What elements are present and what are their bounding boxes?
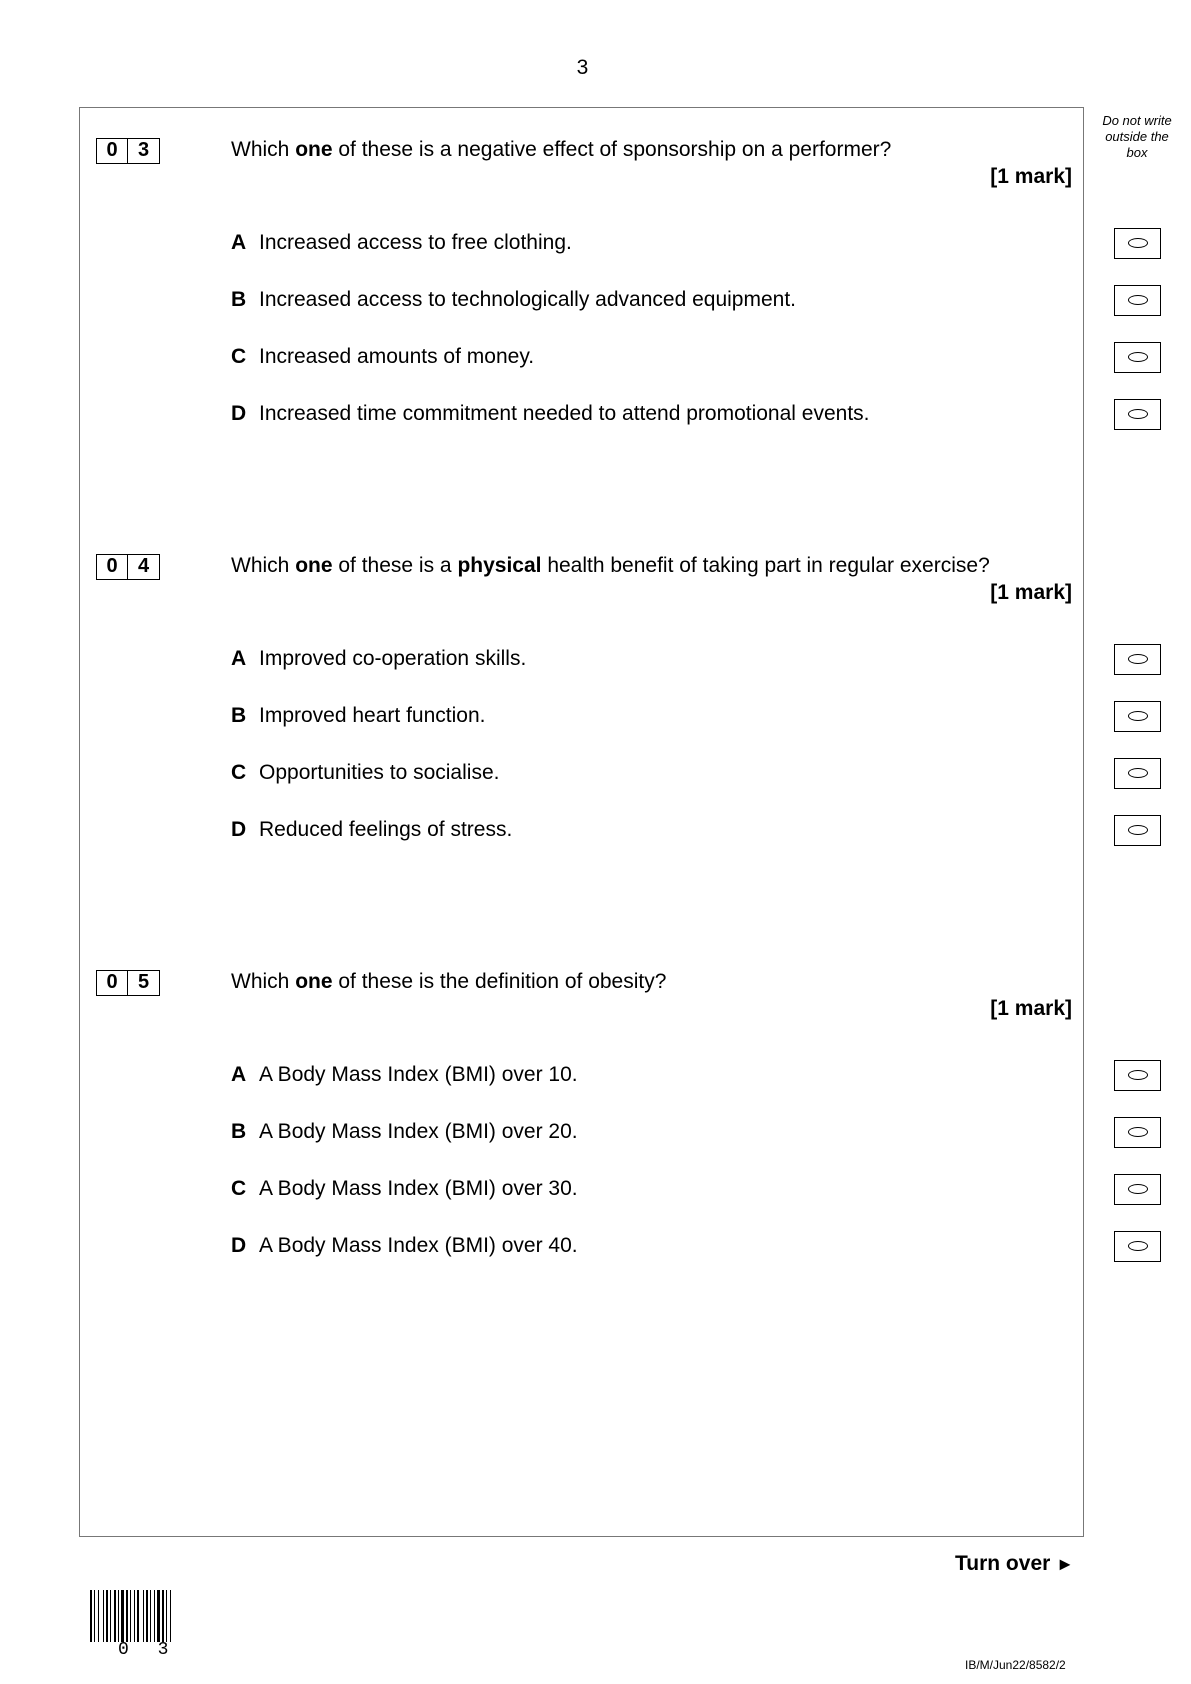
- question-text-part: of these is the definition of obesity?: [332, 970, 667, 993]
- question-number: [96, 138, 160, 164]
- question-text-part: of these is a negative effect of sponsorship on a performer?: [332, 138, 892, 161]
- answer-option: [231, 400, 1031, 432]
- answer-option: [231, 229, 1031, 261]
- lozenge-icon: [1128, 352, 1148, 362]
- answer-lozenge-box[interactable]: [1114, 285, 1161, 316]
- lozenge-icon: [1128, 1241, 1148, 1251]
- question-number-digit: 0: [96, 138, 128, 164]
- question-text: [231, 970, 666, 994]
- answer-option: [231, 702, 1031, 734]
- lozenge-icon: [1128, 409, 1148, 419]
- lozenge-icon: [1128, 768, 1148, 778]
- question-block: [80, 524, 1083, 924]
- option-text: Increased time commitment needed to attend promotional events.: [259, 402, 870, 425]
- question-text-part: health benefit of taking part in regular exercise?: [541, 554, 990, 577]
- option-text: A Body Mass Index (BMI) over 10.: [259, 1063, 578, 1086]
- option-text: A Body Mass Index (BMI) over 30.: [259, 1177, 578, 1200]
- question-text-part: Which: [231, 138, 296, 161]
- answer-option: [231, 343, 1031, 375]
- lozenge-icon: [1128, 1127, 1148, 1137]
- question-text: [231, 138, 891, 162]
- question-number-digit: 3: [128, 138, 160, 164]
- option-text: A Body Mass Index (BMI) over 40.: [259, 1234, 578, 1257]
- option-text: Opportunities to socialise.: [259, 761, 500, 784]
- question-number-digit: 0: [96, 970, 128, 996]
- lozenge-icon: [1128, 238, 1148, 248]
- question-text-part: Which: [231, 554, 296, 577]
- barcode-number: 0 3: [118, 1640, 178, 1660]
- option-text: A Body Mass Index (BMI) over 20.: [259, 1120, 578, 1143]
- question-text: [231, 554, 990, 578]
- option-text: Improved heart function.: [259, 704, 486, 727]
- question-block: [80, 940, 1083, 1340]
- question-number-digit: 5: [128, 970, 160, 996]
- answer-lozenge-box[interactable]: [1114, 1117, 1161, 1148]
- answer-lozenge-box[interactable]: [1114, 228, 1161, 259]
- answer-lozenge-box[interactable]: [1114, 644, 1161, 675]
- question-text-part: Which: [231, 970, 296, 993]
- question-text-emphasis: one: [295, 554, 333, 577]
- answer-option: [231, 1232, 1031, 1264]
- option-letter: A: [231, 647, 247, 670]
- option-text: Increased access to free clothing.: [259, 231, 572, 254]
- question-number-digit: 0: [96, 554, 128, 580]
- margin-note: Do not write outside the box: [1102, 113, 1172, 160]
- answer-lozenge-box[interactable]: [1114, 1231, 1161, 1262]
- question-block: [80, 108, 1083, 508]
- answer-lozenge-box[interactable]: [1114, 342, 1161, 373]
- answer-lozenge-box[interactable]: [1114, 701, 1161, 732]
- answer-lozenge-box[interactable]: [1114, 758, 1161, 789]
- option-letter: B: [231, 1120, 247, 1143]
- answer-option: [231, 759, 1031, 791]
- option-letter: D: [231, 402, 247, 425]
- option-letter: B: [231, 704, 247, 727]
- question-text-part: of these is a: [332, 554, 458, 577]
- option-letter: C: [231, 761, 247, 784]
- question-number: [96, 970, 160, 996]
- option-letter: D: [231, 1234, 247, 1257]
- marks-label: [1 mark]: [990, 997, 1072, 1020]
- question-text-emphasis: physical: [457, 554, 542, 577]
- turn-over-label: [955, 1552, 1074, 1576]
- lozenge-icon: [1128, 295, 1148, 305]
- option-text: Improved co-operation skills.: [259, 647, 527, 670]
- option-text: Increased amounts of money.: [259, 345, 535, 368]
- question-number: [96, 554, 160, 580]
- answer-option: [231, 1118, 1031, 1150]
- answer-option: [231, 1061, 1031, 1093]
- answer-option: [231, 816, 1031, 848]
- lozenge-icon: [1128, 654, 1148, 664]
- play-arrow-icon: ►: [1056, 1554, 1074, 1574]
- answer-option: [231, 645, 1031, 677]
- answer-lozenge-box[interactable]: [1114, 1060, 1161, 1091]
- answer-option: [231, 1175, 1031, 1207]
- question-text-emphasis: one: [295, 138, 333, 161]
- lozenge-icon: [1128, 711, 1148, 721]
- page-number: 3: [576, 56, 589, 79]
- answer-frame: [79, 107, 1084, 1537]
- barcode-image: [90, 1590, 200, 1642]
- marks-label: [1 mark]: [990, 581, 1072, 604]
- turn-over-text: Turn over: [955, 1552, 1051, 1575]
- option-letter: A: [231, 231, 247, 254]
- lozenge-icon: [1128, 825, 1148, 835]
- question-number-digit: 4: [128, 554, 160, 580]
- option-letter: C: [231, 1177, 247, 1200]
- answer-lozenge-box[interactable]: [1114, 1174, 1161, 1205]
- option-text: Reduced feelings of stress.: [259, 818, 513, 841]
- option-letter: A: [231, 1063, 247, 1086]
- option-letter: D: [231, 818, 247, 841]
- answer-option: [231, 286, 1031, 318]
- lozenge-icon: [1128, 1184, 1148, 1194]
- answer-lozenge-box[interactable]: [1114, 815, 1161, 846]
- option-letter: B: [231, 288, 247, 311]
- document-reference: IB/M/Jun22/8582/2: [965, 1658, 1066, 1672]
- answer-lozenge-box[interactable]: [1114, 399, 1161, 430]
- question-text-emphasis: one: [295, 970, 333, 993]
- option-letter: C: [231, 345, 247, 368]
- marks-label: [1 mark]: [990, 165, 1072, 188]
- lozenge-icon: [1128, 1070, 1148, 1080]
- option-text: Increased access to technologically advanced equipment.: [259, 288, 796, 311]
